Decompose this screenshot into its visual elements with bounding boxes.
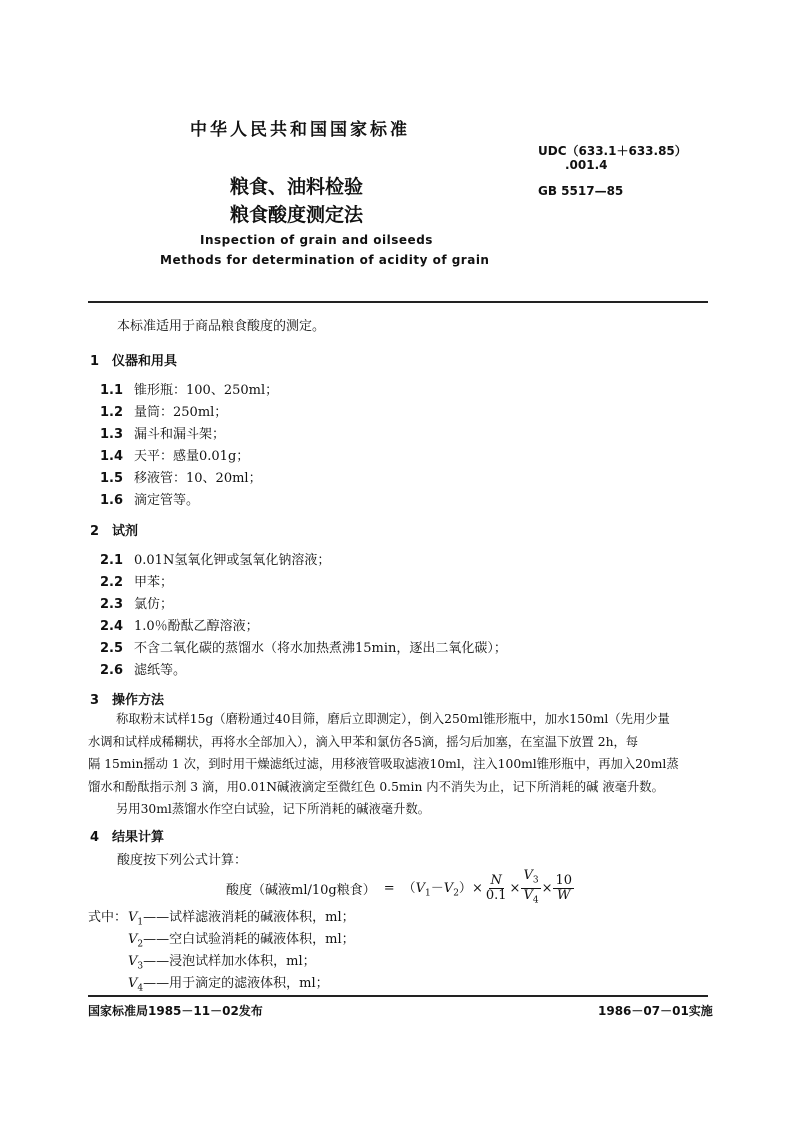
item-text: 不含二氧化碳的蒸馏水（将水加热煮沸15min，逐出二氧化碳）； (134, 641, 507, 656)
section-title: 结果计算 (112, 830, 165, 845)
section-number: 2 (90, 524, 100, 539)
section-title: 操作方法 (112, 693, 165, 708)
item-text: 移液管：10、20ml； (134, 471, 262, 486)
fraction-normality (484, 874, 509, 903)
item-text: 氯仿； (134, 597, 174, 612)
section-1-heading (90, 350, 177, 369)
title-en-line-2: Methods for determination of acidity of grain (160, 253, 490, 267)
list-item (100, 659, 186, 678)
section-number: 3 (90, 693, 100, 708)
section-4-heading (90, 826, 164, 845)
variable-sub: 3 (137, 961, 144, 972)
blank-test-paragraph: 另用30ml蒸馏水作空白试验，记下所消耗的碱液毫升数。 (116, 802, 431, 816)
list-item (100, 637, 507, 656)
list-item (100, 423, 225, 442)
list-item (100, 467, 262, 486)
variable-desc: ——空白试验消耗的碱液体积，ml； (143, 932, 355, 947)
formula-equals: = (383, 880, 395, 896)
variable-definition (128, 928, 355, 950)
fraction-weight (553, 874, 574, 903)
item-number: 1.5 (100, 471, 124, 486)
section-2-heading (90, 520, 138, 539)
title-cn-line-1: 粮食、油料检验 (230, 176, 364, 198)
paragraph-line: 馏水和酚酞指示剂 3 滴，用0.01N碱液滴定至微红色 0.5min 内不消失为止，记下所消耗的碱 液毫升数。 (88, 779, 664, 794)
item-number: 1.2 (100, 405, 124, 420)
item-text: 天平：感量0.01g； (134, 449, 250, 464)
item-text: 锥形瓶：100、250ml； (134, 383, 279, 398)
list-item (100, 571, 173, 590)
item-number: 2.3 (100, 597, 124, 612)
formula-times: × (541, 880, 553, 896)
footer-divider (88, 995, 708, 997)
fraction-numerator: $V_3$ (521, 869, 540, 889)
variable-sub: 2 (137, 939, 144, 950)
variable-desc: ——用于滴定的滤液体积，ml； (143, 976, 329, 991)
procedure-paragraph (88, 708, 718, 821)
item-text: 1.0％酚酞乙醇溶液； (134, 619, 259, 634)
item-text: 甲苯； (134, 575, 174, 590)
formula-bracket: $(V_1-V_2)$ (402, 881, 472, 899)
list-item (100, 489, 199, 508)
formula-v2: V (443, 881, 454, 897)
fraction-numerator: N (490, 872, 502, 888)
variable-definition (128, 950, 316, 972)
variable-sub: 4 (137, 983, 144, 994)
fraction-denominator: W (557, 887, 571, 903)
item-number: 2.2 (100, 575, 124, 590)
header-divider (88, 301, 708, 303)
item-text: 0.01N氢氧化钾或氢氧化钠溶液； (134, 553, 331, 568)
variable-symbol: V (128, 910, 138, 925)
fraction-denominator: 0.1 (485, 887, 507, 903)
list-item (100, 445, 249, 464)
paragraph-line: 隔 15min摇动 1 次，到时用干燥滤纸过滤，用移液管吸取滤液10ml，注入100ml锥形瓶中，再加入20ml蒸 (88, 757, 679, 771)
item-text: 漏斗和漏斗架； (134, 427, 226, 442)
item-number: 2.5 (100, 641, 124, 656)
variable-sub: 1 (137, 917, 144, 928)
variable-symbol: V (128, 932, 138, 947)
formula-sub: 1 (425, 888, 431, 899)
item-text: 滴定管等。 (134, 493, 200, 508)
list-item (100, 401, 227, 420)
item-number: 1.6 (100, 493, 124, 508)
formula-times: × (509, 880, 521, 896)
section-number: 4 (90, 830, 100, 845)
scope-statement: 本标准适用于商品粮食酸度的测定。 (117, 319, 326, 334)
fraction-denominator: $V_4$ (523, 887, 539, 906)
formula-lhs: 酸度（碱液ml/10g粮食） (226, 882, 376, 898)
list-item (100, 549, 330, 568)
item-number: 1.3 (100, 427, 124, 442)
list-item (100, 615, 259, 634)
section-title: 仪器和用具 (112, 354, 178, 369)
formula-minus: － (430, 881, 444, 897)
item-number: 2.6 (100, 663, 124, 678)
acidity-formula (226, 868, 575, 908)
effective-date: 1986－07－01实施 (598, 1004, 713, 1018)
udc-code: UDC（633.1＋633.85） (538, 144, 687, 158)
list-item (100, 593, 173, 612)
variable-definition (128, 972, 329, 994)
formula-times: × (471, 880, 483, 896)
variable-symbol: V (128, 954, 138, 969)
item-number: 1.4 (100, 449, 124, 464)
standard-type: 中华人民共和国国家标准 (190, 120, 410, 140)
gb-code: GB 5517—85 (538, 184, 624, 198)
section-3-heading (90, 689, 164, 708)
item-text: 量筒：250ml； (134, 405, 228, 420)
variable-symbol: V (128, 976, 138, 991)
fraction-numerator: 10 (555, 872, 573, 888)
list-item (100, 379, 278, 398)
fraction-volume (521, 869, 540, 907)
variable-definition (128, 906, 355, 928)
variable-desc: ——试样滤液消耗的碱液体积，ml； (143, 910, 355, 925)
formula-v1: V (415, 881, 426, 897)
item-number: 2.4 (100, 619, 124, 634)
section-title: 试剂 (112, 524, 139, 539)
formula-lead: 酸度按下列公式计算： (117, 853, 248, 868)
item-number: 1.1 (100, 383, 124, 398)
item-number: 2.1 (100, 553, 124, 568)
formula-sub: 2 (453, 888, 459, 899)
variable-desc: ——浸泡试样加水体积，ml； (143, 954, 316, 969)
title-cn-line-2: 粮食酸度测定法 (230, 204, 364, 226)
title-en-line-1: Inspection of grain and oilseeds (200, 233, 433, 247)
item-text: 滤纸等。 (134, 663, 187, 678)
udc-code-continued: .001.4 (565, 158, 608, 172)
where-label: 式中： (88, 910, 128, 925)
issue-date: 国家标准局1985－11－02发布 (88, 1004, 263, 1018)
paragraph-line: 水调和试样成稀糊状，再将水全部加入），滴入甲苯和氯仿各5滴，摇匀后加塞，在室温下放置 2h，每 (88, 734, 639, 749)
section-number: 1 (90, 354, 100, 369)
paragraph-line: 称取粉末试样15g（磨粉通过40目筛，磨后立即测定），倒入250ml锥形瓶中，加水150ml（先用少量 (116, 712, 670, 726)
